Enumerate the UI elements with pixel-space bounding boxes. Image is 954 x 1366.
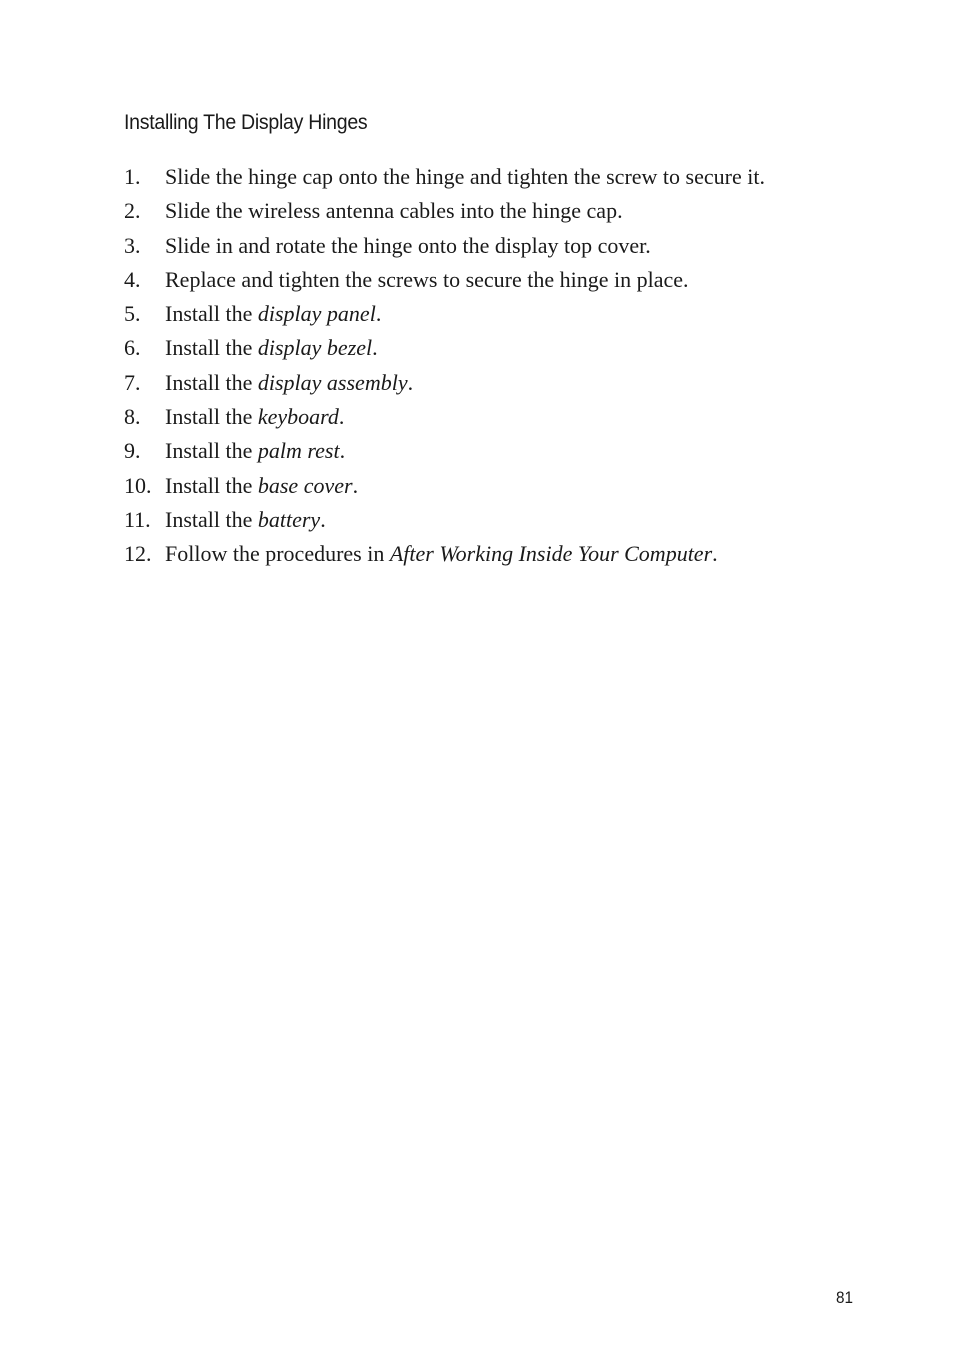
step-text: [165, 503, 326, 537]
step-text: [165, 469, 358, 503]
step-text-suffix: .: [372, 335, 378, 361]
step-text-suffix: .: [375, 301, 382, 327]
section-title: Installing The Display Hinges: [124, 111, 368, 134]
procedure-step: [124, 331, 765, 365]
step-number: 5.: [124, 301, 141, 327]
procedure-step: [124, 263, 765, 297]
step-link[interactable]: base cover: [257, 472, 353, 498]
step-number: 4.: [124, 266, 141, 292]
step-number: 9.: [124, 438, 141, 464]
procedure-step: [124, 503, 765, 537]
step-text: [165, 366, 413, 400]
step-link[interactable]: After Working Inside Your Computer: [389, 541, 713, 567]
step-number: 1.: [124, 164, 141, 189]
step-text-suffix: .: [339, 438, 346, 464]
step-text-plain: Install the: [165, 506, 258, 532]
step-text-plain: Replace and tighten the screws to secure the hinge in place.: [165, 266, 689, 292]
step-text: [165, 434, 345, 468]
step-text-plain: Install the: [165, 404, 258, 430]
step-text-suffix: .: [407, 369, 414, 395]
procedure-step: [124, 400, 765, 434]
step-link[interactable]: display assembly: [257, 369, 408, 395]
step-text-plain: Install the: [165, 369, 258, 395]
step-text: [165, 331, 378, 365]
procedure-step: [124, 194, 765, 228]
step-text-plain: Slide the hinge cap onto the hinge and tighten the screw to secure it.: [165, 164, 765, 189]
step-text-plain: Install the: [165, 301, 258, 327]
procedure-step: [124, 434, 765, 468]
step-text-plain: Slide the wireless antenna cables into the hinge cap.: [165, 198, 623, 224]
step-number: 7.: [124, 369, 141, 395]
procedure-step: [124, 366, 765, 400]
step-number: 10.: [124, 472, 152, 498]
step-text-plain: Install the: [165, 335, 258, 361]
step-link[interactable]: display panel: [257, 301, 376, 327]
step-text: [165, 537, 718, 571]
step-number: 11.: [124, 506, 151, 532]
procedure-steps-list: [124, 160, 765, 572]
page-number: 81: [836, 1288, 854, 1307]
step-link[interactable]: display bezel: [257, 335, 373, 361]
step-text-suffix: .: [352, 472, 359, 498]
step-text: [165, 160, 765, 194]
procedure-step: [124, 229, 765, 263]
step-text-plain: Install the: [165, 438, 258, 464]
procedure-step: [124, 537, 765, 571]
step-text: [165, 400, 344, 434]
procedure-step: [124, 469, 765, 503]
step-link[interactable]: battery: [257, 506, 321, 532]
step-number: 6.: [124, 335, 141, 361]
step-text: [165, 194, 623, 228]
step-text-plain: Follow the procedures in: [165, 541, 390, 567]
step-text-plain: Slide in and rotate the hinge onto the display top cover.: [165, 232, 651, 258]
step-text: [165, 297, 381, 331]
step-text: [165, 229, 651, 263]
step-text-suffix: .: [338, 404, 345, 430]
step-text-suffix: .: [320, 506, 326, 532]
procedure-step: [124, 160, 765, 194]
step-number: 8.: [124, 404, 141, 430]
step-text-plain: Install the: [165, 472, 258, 498]
step-number: 2.: [124, 198, 141, 224]
procedure-step: [124, 297, 765, 331]
step-number: 12.: [124, 541, 152, 567]
step-text: [165, 263, 689, 297]
step-text-suffix: .: [712, 541, 718, 567]
step-link[interactable]: palm rest: [257, 438, 340, 464]
step-number: 3.: [124, 232, 141, 258]
step-link[interactable]: keyboard: [257, 404, 339, 430]
